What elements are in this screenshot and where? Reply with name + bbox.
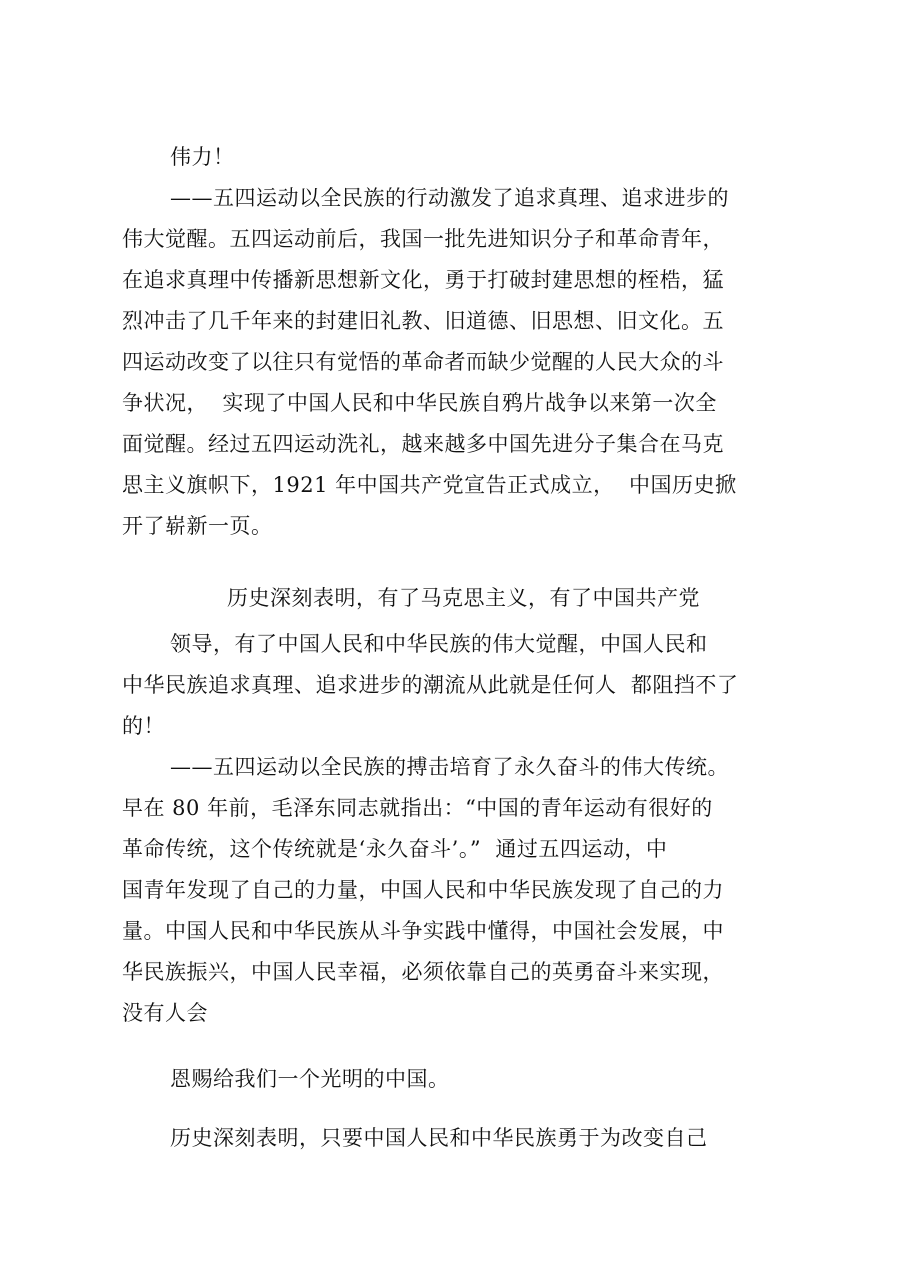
text-line: 没有人会 xyxy=(122,1001,208,1025)
text-line: 开了崭新一页。 xyxy=(122,514,273,538)
text-line: ——五四运动以全民族的行动激发了追求真理、追求进步的 xyxy=(170,186,729,210)
text-line: 中华民族追求真理、追求进步的潮流从此就是任何人 都阻挡不了 xyxy=(122,673,739,697)
text-line: 国青年发现了自己的力量，中国人民和中华民族发现了自己的力 xyxy=(122,878,724,902)
text-line: 争状况， 实现了中国人民和中华民族自鸦片战争以来第一次全 xyxy=(122,391,717,415)
text-line: 面觉醒。经过五四运动洗礼，越来越多中国先进分子集合在马克 xyxy=(122,432,724,456)
text-line: 伟大觉醒。五四运动前后，我国一批先进知识分子和革命青年， xyxy=(122,227,724,251)
text-line: 思主义旗帜下，1921 年中国共产党宣告正式成立， 中国历史掀 xyxy=(122,473,737,497)
text-line: 烈冲击了几千年来的封建旧礼教、旧道德、旧思想、旧文化。五 xyxy=(122,309,724,333)
text-line: 量。中国人民和中华民族从斗争实践中懂得，中国社会发展，中 xyxy=(122,919,724,943)
text-line: 的！ xyxy=(122,714,165,738)
text-line: 伟力！ xyxy=(170,145,235,169)
text-line: 早在 80 年前，毛泽东同志就指出：“中国的青年运动有很好的 xyxy=(122,796,713,820)
text-line: 领导，有了中国人民和中华民族的伟大觉醒，中国人民和 xyxy=(170,632,708,656)
text-line: 恩赐给我们一个光明的中国。 xyxy=(170,1067,450,1091)
text-line: 革命传统，这个传统就是‘永久奋斗’。” 通过五四运动，中 xyxy=(122,837,668,861)
text-line: 四运动改变了以往只有觉悟的革命者而缺少觉醒的人民大众的斗 xyxy=(122,350,724,374)
text-line: ——五四运动以全民族的搏击培育了永久奋斗的伟大传统。 xyxy=(170,755,729,779)
text-line: 历史深刻表明，只要中国人民和中华民族勇于为改变自己 xyxy=(170,1126,708,1150)
text-line: 在追求真理中传播新思想新文化，勇于打破封建思想的桎梏，猛 xyxy=(122,268,724,292)
text-line: 华民族振兴，中国人民幸福，必须依靠自己的英勇奋斗来实现， xyxy=(122,960,724,984)
text-line: 历史深刻表明，有了马克思主义，有了中国共产党 xyxy=(227,586,700,610)
